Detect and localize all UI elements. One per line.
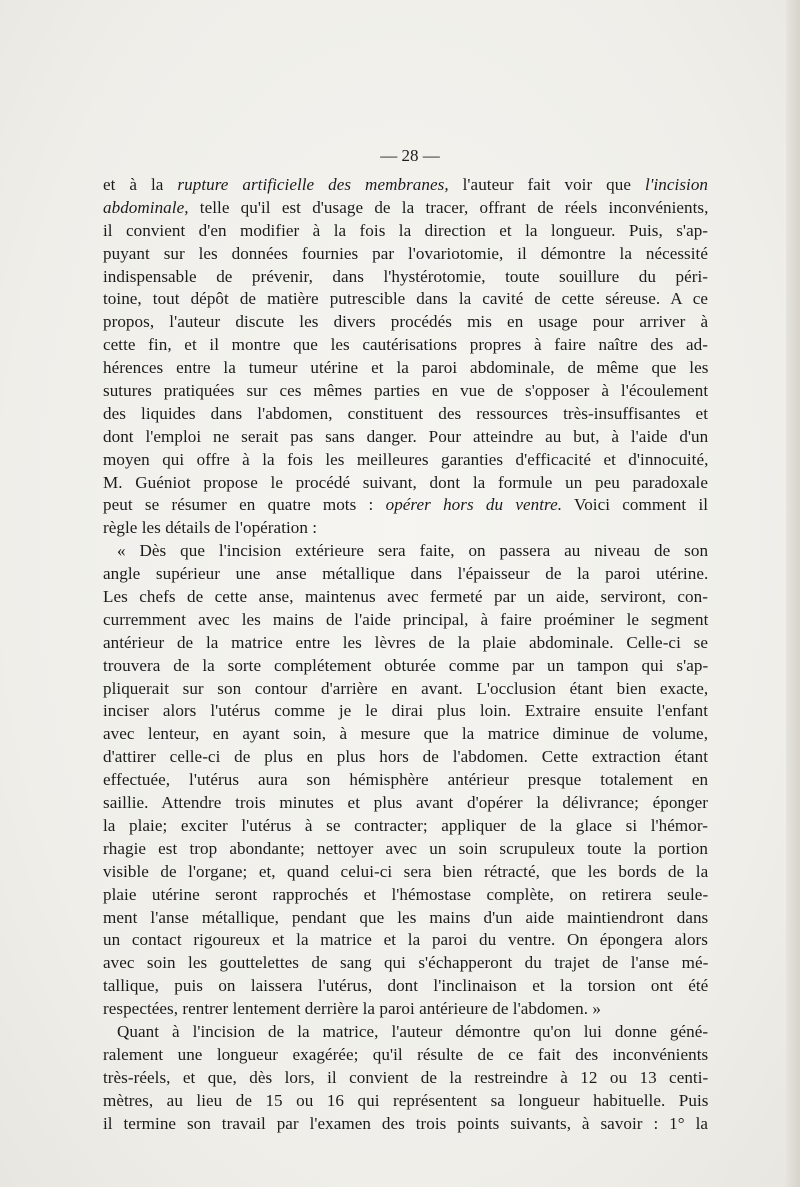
text-run: telle qu'il est d'usage de la tracer, offrant de réels inconvénients, [188, 197, 709, 217]
text-line [103, 288, 708, 311]
text-run: antérieur de la matrice entre les lèvres de la plaie abdominale. Celle-ci se [103, 632, 708, 652]
text-run: toine, tout dépôt de matière putrescible dans la cavité de cette séreuse. A ce [103, 289, 708, 309]
text-run: tallique, puis on laissera l'utérus, dont l'inclinaison et la torsion ont été [103, 976, 709, 996]
text-run: avec soin les gouttelettes de sang qui s'échapperont du trajet de l'anse mé- [103, 953, 709, 973]
text-line [103, 700, 708, 723]
text-run: respectées, rentrer lentement derrière la paroi antérieure de l'abdomen. » [103, 999, 601, 1019]
text-line [103, 334, 708, 357]
text-run: inciser alors l'utérus comme je le dirai plus loin. Extraire ensuite l'enfant [103, 701, 708, 721]
text-run: il convient d'en modifier à la fois la direction et la longueur. Puis, s'ap- [103, 220, 709, 240]
text-line [103, 311, 708, 334]
text-run: effectuée, l'utérus aura son hémisphère antérieur presque totalement en [103, 770, 709, 790]
text-run: pliquerait sur son contour d'arrière en avant. L'occlusion étant bien exacte, [103, 678, 709, 698]
text-run: rhagie est trop abondante; nettoyer avec un soin scrupuleux toute la portion [103, 838, 708, 858]
body-text [103, 174, 708, 1135]
text-line [103, 1113, 708, 1136]
text-run: un contact rigoureux et la matrice et la paroi du ventre. On épongera alors [103, 930, 708, 950]
text-run: il termine son travail par l'examen des trois points suivants, à savoir : 1° la [103, 1113, 708, 1133]
text-line [103, 197, 708, 220]
text-run: règle les détails de l'opération : [103, 518, 318, 538]
text-run: et à la [103, 175, 178, 194]
text-run: « Dès que l'incision extérieure sera faite, on passera au niveau de son [117, 541, 709, 561]
text-line [103, 609, 708, 632]
text-line [103, 563, 708, 586]
text-line [103, 1067, 708, 1090]
text-run: puyant sur les données fournies par l'ovariotomie, il démontre la nécessité [103, 243, 708, 263]
text-run: ment l'anse métallique, pendant que les mains d'un aide maintiendront dans [103, 907, 709, 927]
text-run: moyen qui offre à la fois les meilleures garanties d'efficacité et d'innocuité, [103, 449, 709, 469]
text-run: sutures pratiquées sur ces mêmes parties en vue de s'opposer à l'écoulement [103, 381, 709, 401]
text-line [103, 220, 708, 243]
text-line [103, 884, 708, 907]
text-run: la plaie; exciter l'utérus à se contracter; appliquer de la glace si l'hémor- [103, 815, 708, 835]
text-line [103, 792, 708, 815]
page-edge-shadow [786, 0, 800, 1187]
text-run: M. Guéniot propose le procédé suivant, dont la formule un peu paradoxale [103, 472, 708, 492]
italic-text: opérer hors du ventre. [385, 495, 563, 515]
text-line [103, 426, 708, 449]
text-run: plaie utérine seront rapprochés et l'hémostase complète, on retirera seule- [103, 884, 709, 904]
text-run: d'attirer celle-ci de plus en plus hors de l'abdomen. Cette extraction étant [103, 747, 708, 767]
text-line [103, 746, 708, 769]
text-run: visible de l'organe; et, quand celui-ci sera bien rétracté, que les bords de la [103, 861, 709, 881]
text-line [103, 1044, 708, 1067]
text-line [103, 357, 708, 380]
text-run: trouvera de la sorte complétement obturée comme par un tampon qui s'ap- [103, 655, 709, 675]
text-run: Voici comment il [562, 495, 709, 515]
text-line [103, 494, 708, 517]
text-line [103, 517, 708, 540]
text-line [103, 678, 708, 701]
text-run: mètres, au lieu de 15 ou 16 qui représentent sa longueur habituelle. Puis [103, 1090, 709, 1110]
text-line [103, 632, 708, 655]
text-line [103, 1021, 708, 1044]
page-number: — 28 — [380, 146, 440, 165]
text-line [103, 815, 708, 838]
text-line [103, 975, 708, 998]
text-line [103, 174, 708, 197]
text-line [103, 838, 708, 861]
text-line [103, 929, 708, 952]
text-run: peut se résumer en quatre mots : [103, 495, 386, 515]
text-run: cette fin, et il montre que les cautérisations propres à faire naître des ad- [103, 335, 708, 355]
text-run: Les chefs de cette anse, maintenus avec fermeté par un aide, serviront, con- [103, 587, 708, 607]
italic-text: rupture artificielle des membranes, [177, 175, 449, 194]
text-run: angle supérieur une anse métallique dans l'épaisseur de la paroi utérine. [103, 564, 709, 584]
italic-text: l'incision [644, 175, 709, 194]
text-line [103, 243, 708, 266]
text-line [103, 586, 708, 609]
text-line [103, 449, 708, 472]
text-run: avec lenteur, en ayant soin, à mesure que la matrice diminue de volume, [103, 724, 709, 744]
text-line [103, 380, 708, 403]
italic-text: abdominale, [103, 197, 189, 217]
text-line [103, 266, 708, 289]
text-line [103, 769, 708, 792]
text-run: l'auteur fait voir que [448, 175, 645, 194]
text-run: indispensable de prévenir, dans l'hystérotomie, toute souillure du péri- [103, 266, 708, 286]
text-line [103, 952, 708, 975]
text-run: des liquides dans l'abdomen, constituent des ressources très-insuffisantes et [103, 403, 708, 423]
text-run: ralement une longueur exagérée; qu'il résulte de ce fait des inconvénients [103, 1044, 709, 1064]
text-line [103, 723, 708, 746]
text-line [103, 472, 708, 495]
text-line [103, 540, 708, 563]
text-run: très-réels, et que, dès lors, il convient de la restreindre à 12 ou 13 centi- [103, 1067, 709, 1087]
text-line [103, 403, 708, 426]
text-run: hérences entre la tumeur utérine et la paroi abdominale, de même que les [103, 358, 709, 378]
text-run: Quant à l'incision de la matrice, l'auteur démontre qu'on lui donne géné- [117, 1021, 709, 1041]
text-line [103, 998, 708, 1021]
text-run: dont l'emploi ne serait pas sans danger. Pour atteindre au but, à l'aide d'un [103, 426, 709, 446]
text-line [103, 907, 708, 930]
text-run: saillie. Attendre trois minutes et plus avant d'opérer la délivrance; éponger [103, 793, 708, 813]
text-run: propos, l'auteur discute les divers procédés mis en usage pour arriver à [103, 312, 709, 332]
text-line [103, 861, 708, 884]
text-run: curremment avec les mains de l'aide principal, à faire proéminer le segment [103, 609, 709, 629]
text-line [103, 655, 708, 678]
text-line [103, 1090, 708, 1113]
